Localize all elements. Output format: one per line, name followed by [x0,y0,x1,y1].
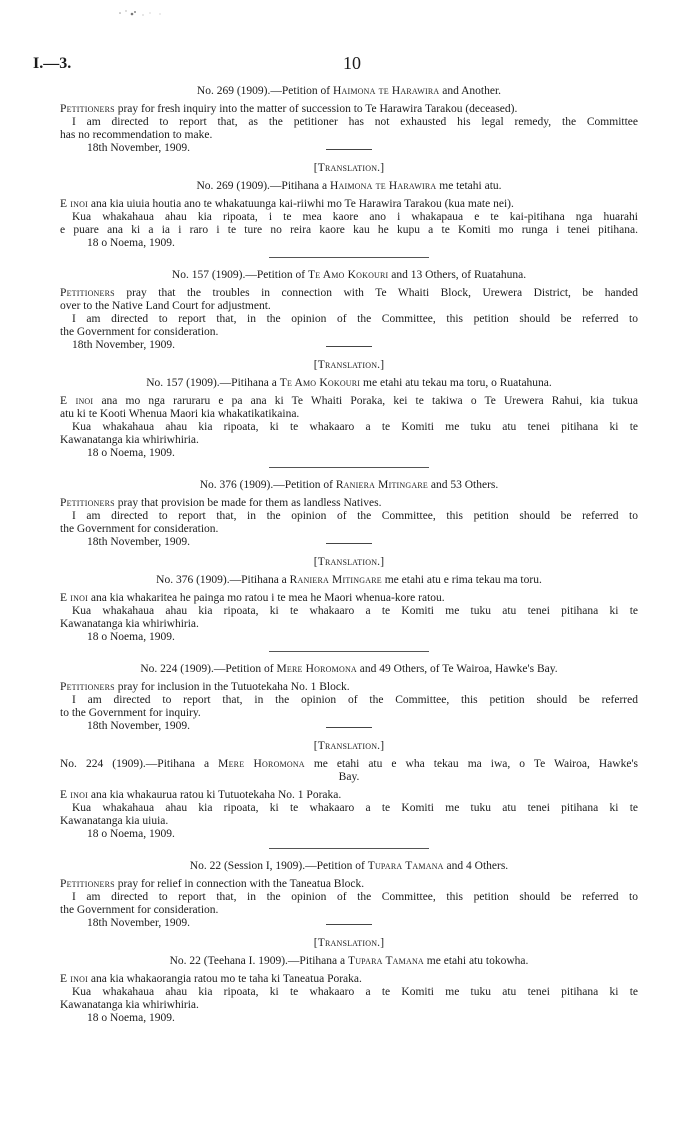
divider [326,924,372,925]
translation-report: Kua whakahaua ahau kia ripoata, ki te whakaaro a te Komiti me tuku atu tenei pitihana ki te [72,802,638,814]
petition-section: No. 376 (1909).—Petition of Raniera Mitingare and 53 Others. Petitioners pray that provision be made for them as landless Natives. I am directed to report that, in the opinion of the Committee, this petition should be referred to the Government for consideration. 18th November, 1909. [Translation.] No. 376 (1909).—Pitihana a Raniera Mitingare me etahi atu e rima tekau ma toru. E inoi ana kia whakaritea he painga mo ratou i te mea he Maori whenua-kore ratou. Kua whakahaua ahau kia ripoata, ki te whakaaro a te Komiti me tuku atu tenei pitihana ki te Kawanatanga kia whiriwhiria. 18 o Noema, 1909. [60,479,638,652]
committee-report: I am directed to report that, in the opinion of the Committee, this petition should be referred to [72,313,638,325]
petitioner-name: Haimona te Harawira [333,85,440,97]
translation-heading: [Translation.] [313,556,385,568]
document-reference: I.—3. [33,55,72,72]
report-date-row [60,142,638,156]
section-divider [269,651,429,652]
committee-report: I am directed to report that, in the opinion of the Committee, this petition should be referred [72,694,638,706]
petition-title: No. 269 (1909).—Petition of Haimona te Harawira and Another. [196,85,502,97]
translation-report: Kua whakahaua ahau kia ripoata, ki te whakaaro a te Komiti me tuku atu tenei pitihana ki te [72,421,638,433]
divider [326,149,372,150]
translation-date: 18 o Noema, 1909. [87,447,175,459]
translation-title: No. 376 (1909).—Pitihana a Raniera Mitingare me etahi atu e rima tekau ma toru. [156,574,542,586]
translation-heading: [Translation.] [313,359,385,371]
report-date: 18th November, 1909. [87,917,191,929]
petitioner-name: Mere Horomona [276,663,357,675]
petition-title: No. 157 (1909).—Petition of Te Amo Kokouri and 13 Others, of Ruatahuna. [171,269,527,281]
section-divider [269,257,429,258]
petition-prayer: Petitioners pray for relief in connection with the Taneatua Block. [60,878,365,890]
translation-date: 18 o Noema, 1909. [87,237,175,249]
petitions-content [60,80,638,1025]
petitioner-name: Raniera Mitingare [335,479,428,491]
translation-report: Kua whakahaua ahau kia ripoata, i te mea kaore ano i whakapaua e te kai-pitihana nga huarahi [72,211,638,223]
translation-heading: [Translation.] [313,162,385,174]
report-date: 18th November, 1909. [87,142,191,154]
petition-prayer: Petitioners pray that provision be made for them as landless Natives. [60,497,382,509]
petition-title: No. 22 (Session I, 1909).—Petition of Tupara Tamana and 4 Others. [189,860,509,872]
petition-section: No. 224 (1909).—Petition of Mere Horomona and 49 Others, of Te Wairoa, Hawke's Bay. Petitioners pray for inclusion in the Tutuotekaha No. 1 Block. I am directed to report that, in the opinion of the Committee, this petition should be referred to the Government for inquiry. 18th November, 1909. [Translation.] No. 224 (1909).—Pitihana a Mere Horomona me etahi atu e wha tekau ma iwa, o Te Wairoa, Hawke's Bay. E inoi ana kia whakaurua ratou ki Tutuotekaha No. 1 Poraka. Kua whakahaua ahau kia ripoata, ki te whakaaro a te Komiti me tuku atu tenei pitihana ki te Kawanatanga kia uiuia. 18 o Noema, 1909. [60,663,638,849]
report-date: 18th November, 1909. [87,536,191,548]
divider [326,346,372,347]
report-date: 18th November, 1909. [72,339,176,351]
petitioner-name: Te Amo Kokouri [307,269,389,281]
divider [326,727,372,728]
translation-prayer: E inoi ana kia uiuia houtia ano te whakatuunga kai-riiwhi mo Te Harawira Tarakou (kua mate nei). [60,198,514,210]
report-date-row [60,720,638,734]
translation-title: No. 269 (1909).—Pitihana a Haimona te Harawira me tetahi atu. [196,180,502,192]
translation-date: 18 o Noema, 1909. [87,828,175,840]
report-date: 18th November, 1909. [87,720,191,732]
committee-report: I am directed to report that, in the opinion of the Committee, this petition should be referred to [72,510,638,522]
translation-prayer: E inoi ana kia whakaorangia ratou mo te taha ki Taneatua Poraka. [60,973,362,985]
translation-prayer: E inoi ana kia whakaritea he painga mo ratou i te mea he Maori whenua-kore ratou. [60,592,445,604]
report-date-row [60,339,638,353]
committee-report: I am directed to report that, in the opinion of the Committee, this petition should be referred to [72,891,638,903]
scan-specks [116,6,176,20]
petition-prayer: Petitioners pray for inclusion in the Tutuotekaha No. 1 Block. [60,681,350,693]
committee-report: I am directed to report that, as the petitioner has not exhausted his legal remedy, the Committee [72,116,638,128]
translation-heading: [Translation.] [313,740,385,752]
petition-prayer: Petitioners pray that the troubles in connection with Te Whaiti Block, Urewera District, be handed [60,287,638,299]
translation-heading: [Translation.] [313,937,385,949]
section-divider [269,848,429,849]
page-number: 10 [343,53,361,73]
divider [326,543,372,544]
report-date-row [60,536,638,550]
petition-section: No. 269 (1909).—Petition of Haimona te Harawira and Another. Petitioners pray for fresh inquiry into the matter of succession to Te Harawira Tarakou (deceased). I am directed to report that, as the petitioner has not exhausted his legal remedy, the Committee has no recommendation to make. 18th November, 1909. [Translation.] No. 269 (1909).—Pitihana a Haimona te Harawira me tetahi atu. E inoi ana kia uiuia houtia ano te whakatuunga kai-riiwhi mo Te Harawira Tarakou (kua mate nei). Kua whakahaua ahau kia ripoata, i te mea kaore ano i whakapaua e te kai-pitihana nga huarahi e puare ana ki a ia i raro i te ture no reira kaore kau he kupu a te Komiti mo runga i tenei pitihana. 18 o Noema, 1909. [60,85,638,258]
translation-title: No. 22 (Teehana I. 1909).—Pitihana a Tupara Tamana me etahi atu tokowha. [169,955,529,967]
petition-title: No. 376 (1909).—Petition of Raniera Mitingare and 53 Others. [199,479,499,491]
translation-date: 18 o Noema, 1909. [87,1012,175,1024]
petition-prayer: Petitioners pray for fresh inquiry into the matter of succession to Te Harawira Tarakou (deceased). [60,103,518,115]
translation-report: Kua whakahaua ahau kia ripoata, ki te whakaaro a te Komiti me tuku atu tenei pitihana ki te [72,605,638,617]
petition-title: No. 224 (1909).—Petition of Mere Horomona and 49 Others, of Te Wairoa, Hawke's Bay. [140,663,558,675]
translation-prayer: E inoi ana mo nga raruraru e pa ana ki Te Whaiti Poraka, kei te takiwa o Te Urewera Rahui, kia tukua [60,395,639,407]
report-date-row [60,917,638,931]
translation-date: 18 o Noema, 1909. [87,631,175,643]
translation-report: Kua whakahaua ahau kia ripoata, ki te whakaaro a te Komiti me tuku atu tenei pitihana ki te [72,986,638,998]
petitioner-name: Tupara Tamana [367,860,444,872]
translation-prayer: E inoi ana kia whakaurua ratou ki Tutuotekaha No. 1 Poraka. [60,789,342,801]
petition-section: No. 157 (1909).—Petition of Te Amo Kokouri and 13 Others, of Ruatahuna. Petitioners pray that the troubles in connection with Te Whaiti Block, Urewera District, be handed over to the Native Land Court for adjustment. I am directed to report that, in the opinion of the Committee, this petition should be referred to the Government for consideration. 18th November, 1909. [Translation.] No. 157 (1909).—Pitihana a Te Amo Kokouri me etahi atu tekau ma toru, o Ruatahuna. E inoi ana mo nga raruraru e pa ana ki Te Whaiti Poraka, kei te takiwa o Te Urewera Rahui, kia tukua atu ki te Kooti Whenua Maori kia whakatikatikaina. Kua whakahaua ahau kia ripoata, ki te whakaaro a te Komiti me tuku atu tenei pitihana ki te Kawanatanga kia whiriwhiria. 18 o Noema, 1909. [60,269,638,468]
section-divider [269,467,429,468]
translation-title: No. 224 (1909).—Pitihana a Mere Horomona me etahi atu e wha tekau ma iwa, o Te Wairoa, Hawke's [60,758,638,770]
petition-section: No. 22 (Session I, 1909).—Petition of Tupara Tamana and 4 Others. Petitioners pray for relief in connection with the Taneatua Block. I am directed to report that, in the opinion of the Committee, this petition should be referred to the Government for consideration. 18th November, 1909. [Translation.] No. 22 (Teehana I. 1909).—Pitihana a Tupara Tamana me etahi atu tokowha. E inoi ana kia whakaorangia ratou mo te taha ki Taneatua Poraka. Kua whakahaua ahau kia ripoata, ki te whakaaro a te Komiti me tuku atu tenei pitihana ki te Kawanatanga kia whiriwhiria. 18 o Noema, 1909. [60,860,638,1024]
translation-title: No. 157 (1909).—Pitihana a Te Amo Kokouri me etahi atu tekau ma toru, o Ruatahuna. [146,377,552,389]
